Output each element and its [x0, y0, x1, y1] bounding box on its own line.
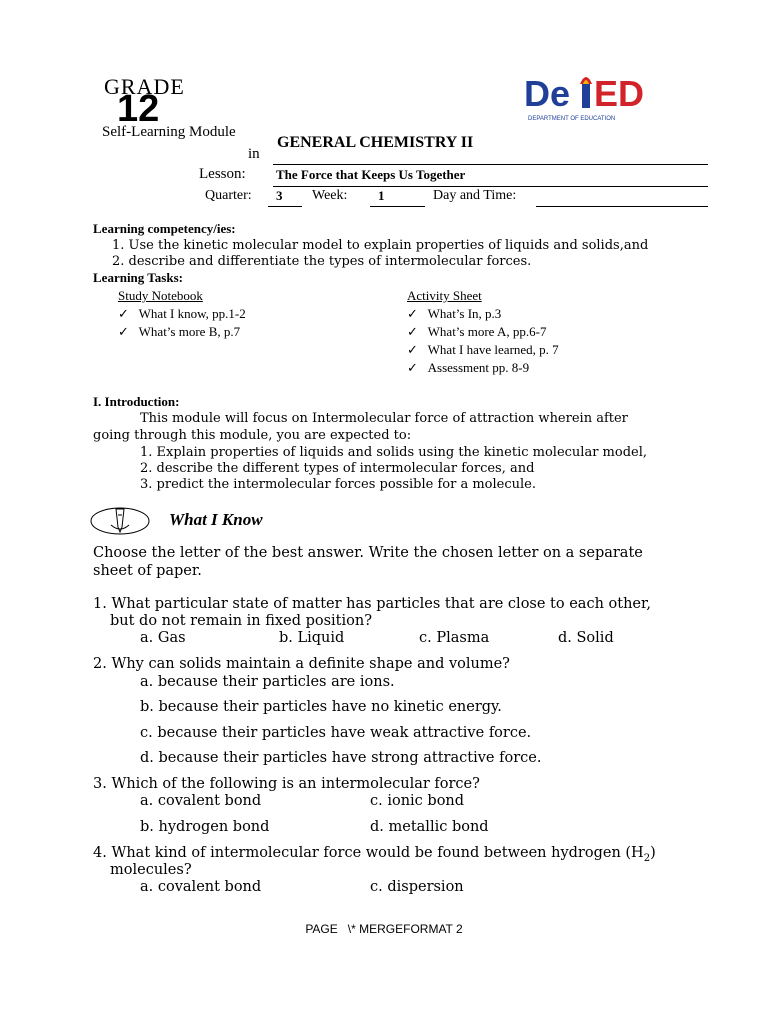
study-item-1-label: What I know, pp.1-2 — [138, 306, 246, 321]
q2-option-a: a. because their particles are ions. — [140, 674, 395, 690]
activity-item-4 — [407, 360, 529, 376]
daytime-label: Day and Time: — [433, 188, 517, 203]
checkmark-icon: ✓ — [407, 306, 418, 321]
module-label: Self-Learning Module — [102, 124, 236, 140]
logo-torch-body — [582, 84, 590, 108]
checkmark-icon: ✓ — [118, 306, 129, 321]
activity-item-4-label: Assessment pp. 8-9 — [427, 360, 530, 375]
intro-item-1: 1. Explain properties of liquids and solids using the kinetic molecular model, — [140, 445, 648, 460]
q3-option-c: c. ionic bond — [370, 793, 465, 809]
lesson-title: The Force that Keeps Us Together — [276, 167, 466, 182]
q3-option-a: a. covalent bond — [140, 793, 262, 809]
q3-option-d: d. metallic bond — [370, 819, 489, 835]
lesson-label: Lesson: — [199, 166, 246, 182]
week-underline — [370, 206, 425, 207]
q2-option-d: d. because their particles have strong attractive force. — [140, 750, 542, 766]
intro-item-3: 3. predict the intermolecular forces possible for a molecule. — [140, 477, 536, 492]
page-footer: PAGE \* MERGEFORMAT 2 — [305, 922, 463, 936]
instruction-line-1: Choose the letter of the best answer. Write the chosen letter on a separate — [93, 545, 643, 561]
question-4-text: 4. What kind of intermolecular force would be found between hydrogen (H — [93, 845, 644, 861]
activity-item-1-label: What’s In, p.3 — [427, 306, 502, 321]
competency-item-2: 2. describe and differentiate the types of intermolecular forces. — [112, 254, 532, 269]
q1-option-c: c. Plasma — [419, 630, 490, 646]
logo-ed: ED — [594, 73, 645, 114]
question-3: 3. Which of the following is an intermolecular force? — [93, 776, 480, 792]
logo-de: De — [524, 73, 571, 114]
question-4-line-2: molecules? — [110, 862, 192, 878]
activity-item-2-label: What’s more A, pp.6-7 — [427, 324, 547, 339]
activity-item-1 — [407, 306, 501, 322]
tasks-heading: Learning Tasks: — [93, 270, 183, 285]
intro-heading: I. Introduction: — [93, 394, 180, 409]
lesson-underline — [273, 186, 708, 187]
study-item-1 — [118, 306, 246, 322]
q2-option-b: b. because their particles have no kinetic energy. — [140, 699, 502, 715]
intro-item-2: 2. describe the different types of intermolecular forces, and — [140, 461, 535, 476]
daytime-underline — [536, 206, 708, 207]
grade-number: 12 — [117, 88, 160, 130]
activity-sheet-heading: Activity Sheet — [407, 288, 482, 303]
subject-underline — [273, 164, 708, 165]
question-1-line-2: but do not remain in fixed position? — [110, 613, 372, 629]
question-1-line-1: 1. What particular state of matter has particles that are close to each other, — [93, 596, 651, 612]
week-value: 1 — [378, 188, 385, 203]
intro-para-line-1: This module will focus on Intermolecular force of attraction wherein after — [140, 411, 628, 426]
q1-option-a: a. Gas — [140, 630, 186, 646]
q4-option-c: c. dispersion — [370, 879, 464, 895]
q3-option-b: b. hydrogen bond — [140, 819, 270, 835]
question-4-close-paren: ) — [650, 845, 656, 861]
what-i-know-title: What I Know — [169, 510, 263, 529]
activity-item-2 — [407, 324, 546, 340]
competency-item-1: 1. Use the kinetic molecular model to explain properties of liquids and solids,and — [112, 238, 649, 253]
subject-title: GENERAL CHEMISTRY II — [277, 134, 474, 151]
question-4-subscript: 2 — [643, 852, 651, 864]
instruction-line-2: sheet of paper. — [93, 563, 202, 579]
q1-option-d: d. Solid — [558, 630, 614, 646]
pen-in-oval-icon — [89, 505, 151, 537]
checkmark-icon: ✓ — [407, 324, 418, 339]
q1-option-b: b. Liquid — [279, 630, 345, 646]
checkmark-icon: ✓ — [407, 360, 418, 375]
study-item-2 — [118, 324, 240, 340]
study-item-2-label: What’s more B, p.7 — [138, 324, 241, 339]
q2-option-c: c. because their particles have weak attractive force. — [140, 725, 532, 741]
quarter-label: Quarter: — [205, 188, 252, 203]
deped-logo — [524, 70, 684, 126]
module-in: in — [248, 146, 260, 162]
study-notebook-heading: Study Notebook — [118, 288, 203, 303]
logo-subtext: DEPARTMENT OF EDUCATION — [528, 116, 616, 122]
activity-item-3-label: What I have learned, p. 7 — [427, 342, 559, 357]
q4-option-a: a. covalent bond — [140, 879, 262, 895]
week-label: Week: — [312, 188, 348, 203]
checkmark-icon: ✓ — [407, 342, 418, 357]
checkmark-icon: ✓ — [118, 324, 129, 339]
quarter-underline — [268, 206, 302, 207]
intro-para-line-2: going through this module, you are expected to: — [93, 428, 412, 443]
quarter-value: 3 — [276, 188, 283, 203]
competency-heading: Learning competency/ies: — [93, 221, 236, 236]
grade-word: GRADE — [104, 74, 185, 99]
activity-item-3 — [407, 342, 559, 358]
question-2: 2. Why can solids maintain a definite shape and volume? — [93, 656, 510, 672]
